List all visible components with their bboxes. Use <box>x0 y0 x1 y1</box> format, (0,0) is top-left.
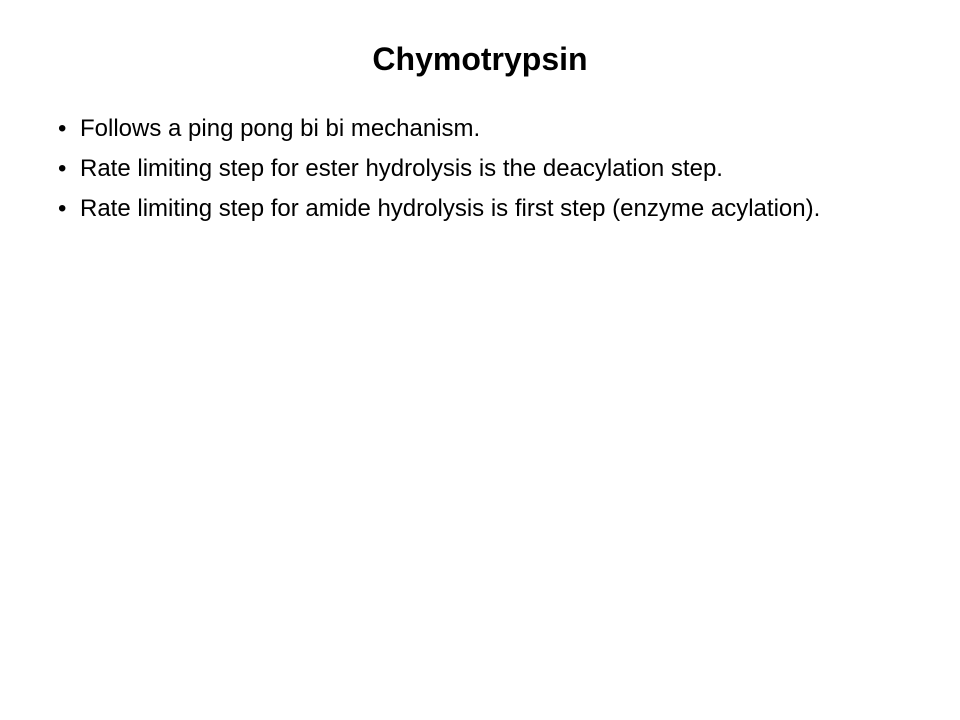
bullet-text: Rate limiting step for ester hydrolysis is the deacylation step. <box>80 155 723 182</box>
bullet-item <box>58 152 918 186</box>
bullet-text: Follows a ping pong bi bi mechanism. <box>80 115 481 142</box>
bullet-item <box>58 192 918 226</box>
bullet-dot-icon: • <box>58 195 67 222</box>
bullet-item <box>58 112 918 146</box>
bullet-list <box>58 112 918 232</box>
bullet-dot-icon: • <box>58 155 67 182</box>
bullet-dot-icon: • <box>58 115 67 142</box>
bullet-text: Rate limiting step for amide hydrolysis is first step (enzyme acylation). <box>80 195 821 222</box>
slide-title: Chymotrypsin <box>372 41 588 77</box>
